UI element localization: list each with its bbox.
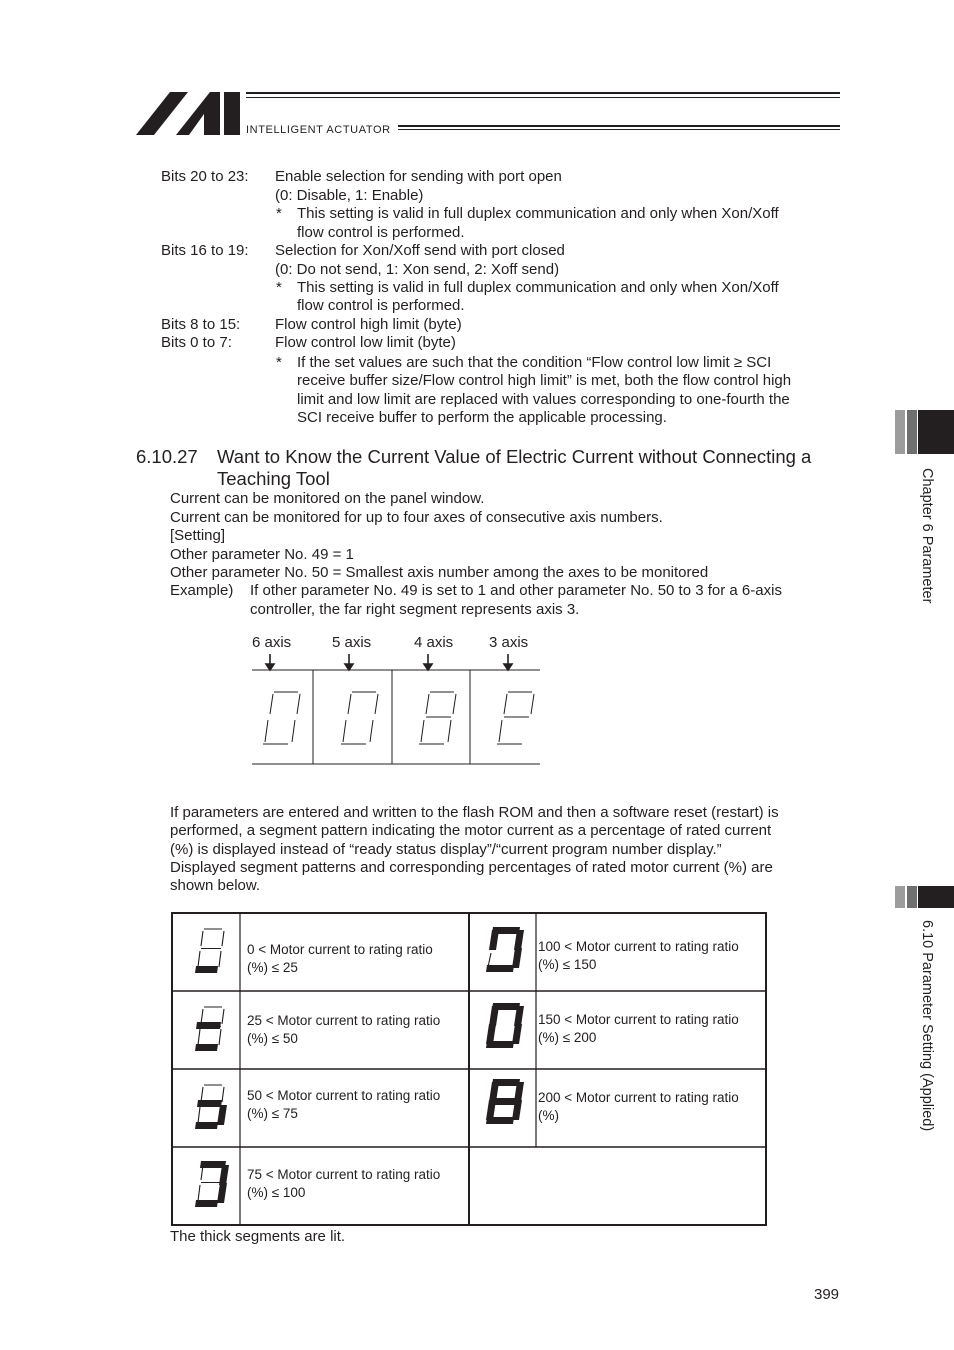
section-tab-accent-2 [907, 886, 917, 908]
example-line-2: controller, the far right segment represents axis 3. [250, 601, 580, 618]
table-cell-25-50: 25 < Motor current to rating ratio (%) ≤ 50 [247, 1013, 441, 1046]
section-line-2: Current can be monitored for up to four axes of consecutive axis numbers. [170, 509, 663, 526]
bits-0-7-note-4: SCI receive buffer to perform the applicable processing. [297, 409, 667, 426]
bits-16-19-note-2: flow control is performed. [297, 297, 465, 314]
bits-0-7-note-1: If the set values are such that the condition “Flow control low limit ≥ SCI [297, 354, 772, 371]
segment-0-25 [195, 929, 224, 973]
bits-20-23-label: Bits 20 to 23: [161, 168, 249, 185]
example-label: Example) [170, 582, 234, 599]
chapter-tab-accent [895, 410, 905, 454]
bits-0-7-desc: Flow control low limit (byte) [275, 334, 456, 351]
axis-segment-diagram [250, 650, 542, 770]
section-tab [918, 886, 954, 908]
table-cell-0-25: 0 < Motor current to rating ratio (%) ≤ 25 [247, 942, 433, 975]
chapter-tab-accent-2 [907, 410, 917, 454]
section-title-line2: Teaching Tool [217, 468, 330, 489]
example-line-1: If other parameter No. 49 is set to 1 and other parameter No. 50 to 3 for a 6-axis [250, 582, 782, 599]
bits-16-19-desc: Selection for Xon/Xoff send with port closed [275, 242, 565, 259]
paragraph-line-1: If parameters are entered and written to the flash ROM and then a software reset (restart) is [170, 804, 779, 821]
page-number: 399 [814, 1286, 840, 1303]
segment-150-200 [486, 1003, 524, 1048]
arrow-down-icon [424, 654, 432, 670]
section-line-4: Other parameter No. 49 = 1 [170, 546, 354, 563]
bits-20-23-desc: Enable selection for sending with port open [275, 168, 562, 185]
table-cell-over-200: 200 < Motor current to rating ratio (%) [538, 1090, 739, 1123]
axis-label-6: 6 axis [252, 634, 292, 651]
paragraph-line-3: (%) is displayed instead of “ready status display”/“current program number display.” [170, 841, 722, 858]
logo-mark [136, 90, 246, 136]
brand-logo [136, 90, 246, 136]
segment-100-150 [486, 927, 524, 972]
segment-over-200 [486, 1079, 524, 1124]
table-cell-150-200: 150 < Motor current to rating ratio (%) ≤ 200 [538, 1012, 739, 1045]
bits-20-23-detail: (0: Disable, 1: Enable) [275, 187, 424, 204]
segment-50-75 [195, 1085, 227, 1129]
bits-20-23-note-1: This setting is valid in full duplex communication and only when Xon/Xoff [297, 205, 779, 222]
bits-0-7-note-3: limit and low limit are replaced with values corresponding to one-fourth the [297, 391, 790, 408]
bits-16-19-detail: (0: Do not send, 1: Xon send, 2: Xoff send) [275, 261, 560, 278]
digit-axis-5 [341, 692, 378, 744]
chapter-label: Chapter 6 Parameter [919, 468, 935, 604]
section-line-3: [Setting] [170, 527, 226, 544]
paragraph-line-2: performed, a segment pattern indicating the motor current as a percentage of rated current [170, 822, 772, 839]
bits-0-7-note-2: receive buffer size/Flow control high limit” is met, both the flow control high [297, 372, 792, 389]
paragraph-line-4: Displayed segment patterns and corresponding percentages of rated motor current (%) are [170, 859, 773, 876]
bits-8-15-label: Bits 8 to 15: [161, 316, 241, 333]
digit-axis-6 [263, 692, 300, 744]
arrow-down-icon [345, 654, 353, 670]
bits-20-23-note-2: flow control is performed. [297, 224, 465, 241]
bits-16-19-note-1: This setting is valid in full duplex communication and only when Xon/Xoff [297, 279, 779, 296]
arrow-down-icon [266, 654, 274, 670]
axis-label-4: 4 axis [414, 634, 454, 651]
section-label: 6.10 Parameter Setting (Applied) [919, 920, 935, 1132]
note-mark: * [276, 205, 282, 222]
note-mark: * [276, 354, 282, 371]
logo-text: INTELLIGENT ACTUATOR [246, 124, 391, 136]
axis-label-3: 3 axis [489, 634, 529, 651]
arrow-down-icon [504, 654, 512, 670]
note-mark: * [276, 279, 282, 296]
table-cell-75-100: 75 < Motor current to rating ratio (%) ≤ 100 [247, 1167, 441, 1200]
section-line-1: Current can be monitored on the panel window. [170, 490, 485, 507]
section-title-line1: Want to Know the Current Value of Electric Current without Connecting a [217, 446, 812, 467]
segment-75-100 [195, 1161, 229, 1207]
chapter-tab [918, 410, 954, 454]
table-cell-50-75: 50 < Motor current to rating ratio (%) ≤ 75 [247, 1088, 441, 1121]
paragraph-line-5: shown below. [170, 877, 261, 894]
section-line-5: Other parameter No. 50 = Smallest axis number among the axes to be monitored [170, 564, 709, 581]
segment-25-50 [195, 1007, 224, 1051]
section-number: 6.10.27 [136, 446, 198, 467]
digit-axis-4 [419, 692, 456, 744]
digit-axis-3 [497, 692, 534, 744]
section-tab-accent [895, 886, 905, 908]
bits-0-7-label: Bits 0 to 7: [161, 334, 232, 351]
bits-8-15-desc: Flow control high limit (byte) [275, 316, 462, 333]
table-footnote: The thick segments are lit. [170, 1228, 346, 1245]
axis-label-5: 5 axis [332, 634, 372, 651]
table-cell-100-150: 100 < Motor current to rating ratio (%) ≤ 150 [538, 939, 739, 972]
bits-16-19-label: Bits 16 to 19: [161, 242, 249, 259]
